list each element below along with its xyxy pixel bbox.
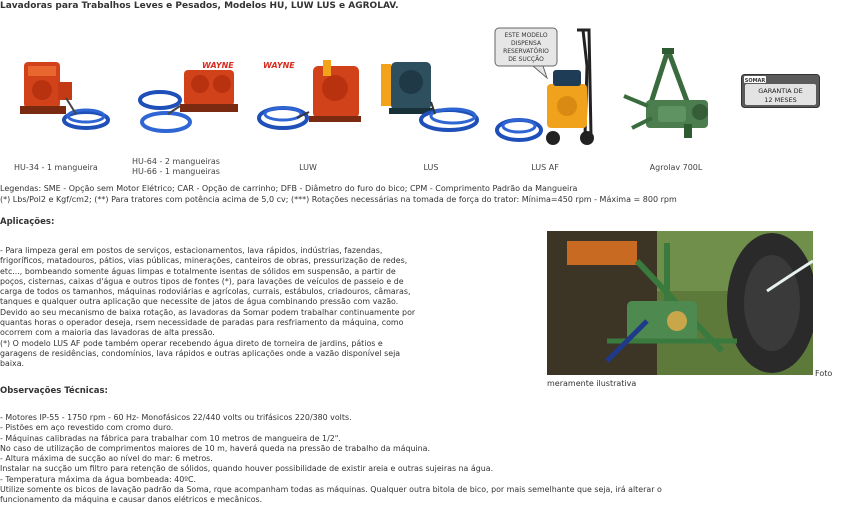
product-image-luw [253, 22, 363, 142]
app-line: carga de todos os tamanhos, máquinas rodoviárias e agrícolas, currais, estábulos, criadouros, câmaras, [0, 287, 411, 297]
product-image-agrolav [622, 46, 722, 146]
callout-line-1: ESTE MODELO [504, 32, 548, 39]
obs-line: - Motores IP-55 - 1750 rpm - 60 Hz- Monofásicos 22/440 volts ou trifásicos 220/380 volts. [0, 413, 352, 422]
photo-caption-2: meramente ilustrativa [547, 379, 637, 388]
observations-heading: Observações Técnicas: [0, 386, 108, 396]
somar-logo: SOMAR [744, 78, 766, 84]
photo-caption-1: Foto [815, 369, 833, 378]
app-line: Devido ao seu mecanismo de baixa rotação, as lavadoras da Somar podem trabalhar continuamente por [0, 307, 416, 317]
app-line: frigoríficos, matadouros, pátios, vias públicas, minerações, canteiros de obras, pressurização de redes, [0, 256, 408, 266]
obs-line: Instalar na sucção um filtro para retenção de sólidos, quando houver possibilidade de existir areia e outras sujeiras na água. [0, 464, 494, 474]
app-line: (*) O modelo LUS AF pode também operar recebendo água direto de torneira de jardins, pátios e [0, 338, 383, 348]
product-image-hu34 [14, 22, 114, 142]
caption-line-1: HU-64 - 2 mangueiras [132, 157, 220, 166]
product-image-lus-af [493, 26, 601, 154]
page-title: Lavadoras para Trabalhos Leves e Pesados, Modelos HU, LUW LUS e AGROLAV. [0, 1, 399, 11]
app-line: garagens de residências, condomínios, lava rápidos e outras aplicações onde a vazão disponível seja [0, 348, 401, 358]
obs-line: - Altura máxima de sucção ao nível do mar: 6 metros. [0, 454, 213, 464]
legend-line-1: Legendas: SME - Opção sem Motor Elétrico; CAR - Opção de carrinho; DFB - Diâmetro do furo do bico; CPM - Comprimento Padrão da Mangueira [0, 184, 578, 193]
product-caption-luw: LUW [299, 163, 317, 172]
obs-line: - Máquinas calibradas na fábrica para trabalhar com 10 metros de mangueira de 1/2". [0, 433, 341, 443]
observations-text [0, 413, 856, 506]
product-caption-agrolav: Agrolav 700L [649, 163, 703, 172]
badge-line-2: 12 MESES [764, 96, 797, 104]
app-line: - Para limpeza geral em postos de serviços, estacionamentos, lava rápidos, indústrias, fazendas, [0, 246, 383, 255]
obs-line: No caso de utilização de comprimentos maiores de 10 m, haverá queda na pressão de trabalho da máquina. [0, 443, 431, 453]
app-line: ocorrem com a maioria das lavadoras de alta pressão. [0, 328, 215, 338]
wayne-logo: WAYNE [263, 61, 295, 70]
app-line: tanques e qualquer outra aplicação que necessite de jatos de água combinando pressão com vazão. [0, 297, 399, 307]
app-line: quantas horas o operador deseja, rsem necessidade de paradas para resfriamento da máquina, como [0, 318, 404, 328]
tractor-photo [547, 231, 813, 375]
obs-line: Utilize somente os bicos de lavação padrão da Soma, rque acompanham todas as máquinas. Qualquer outra bitola de bico, por mais semelhante que seja, irá alterar o [0, 485, 662, 495]
product-caption-hu64 [132, 157, 242, 177]
product-caption-lus: LUS [423, 163, 439, 172]
legend-line-2: (*) Lbs/Pol2 e Kgf/cm2; (**) Para tratores com potência acima de 5,0 cv; (***) Rotações necessárias na tomada de força do trator: Mínima=450 rpm - Máxima = 800 rpm [0, 195, 677, 204]
product-caption-hu34: HU-34 - 1 mangueira [14, 163, 98, 172]
badge-line-1: GARANTIA DE [758, 87, 803, 95]
applications-heading: Aplicações: [0, 217, 55, 227]
product-caption-lus-af: LUS AF [531, 163, 559, 172]
callout-line-3: RESERVATÓRIO [503, 48, 549, 55]
obs-line: - Temperatura máxima da água bombeada: 40ºC. [0, 474, 196, 484]
wayne-logo: WAYNE [202, 61, 234, 70]
app-line: etc..., bombeando somente águas limpas e totalmente isentas de sólidos em suspensão, a partir de [0, 266, 396, 276]
product-image-hu64 [130, 22, 245, 142]
caption-line-2: HU-66 - 1 mangueiras [132, 167, 220, 176]
product-image-lus [375, 22, 485, 142]
guarantee-badge [741, 74, 820, 108]
legend [0, 183, 856, 205]
callout-line-2: DISPENSA [510, 40, 542, 47]
obs-line: - Pistões em aço revestido com cromo duro. [0, 423, 174, 433]
app-line: poços, cisternas, caixas d'água e outros tipos de fontes (*), para lavações de veículos de passeio e de [0, 276, 404, 286]
app-line: baixa. [0, 359, 25, 369]
applications-text [0, 246, 540, 370]
obs-line: funcionamento da máquina e causar danos elétricos e mecânicos. [0, 495, 263, 505]
callout-line-4: DE SUCÇÃO [508, 56, 544, 63]
